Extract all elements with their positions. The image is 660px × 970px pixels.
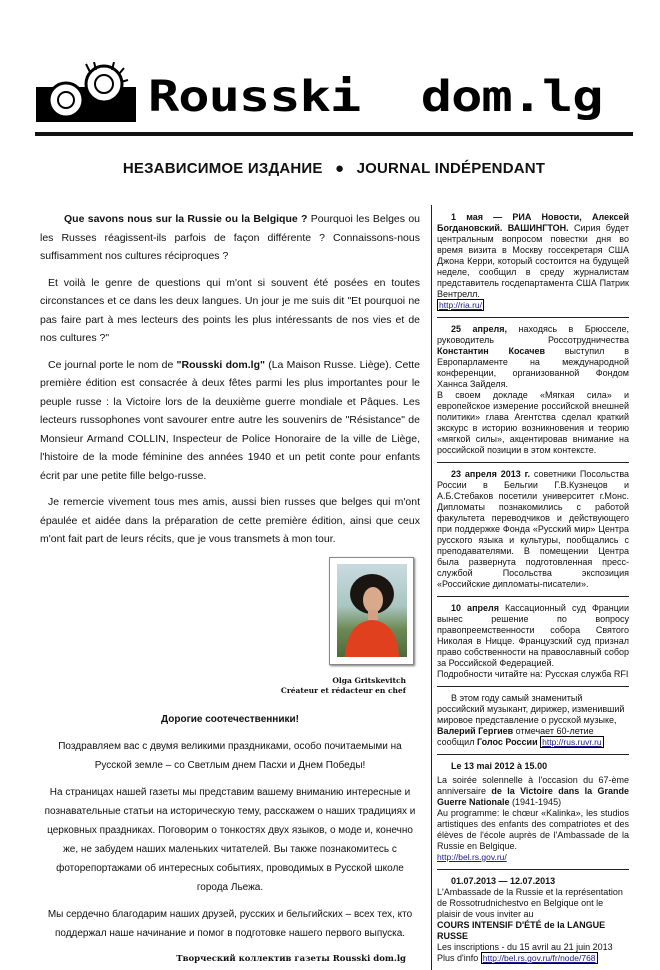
editor-role: Créateur et rédacteur en chef xyxy=(280,685,406,695)
news-3-text: советники Посольства России в Бельгии Г.В.Кузнецов и А.Б.Стебаков посетили университет г.Монс. Дипломаты познакомились с работой факультета переводчиков и действующего при поддержке Фонда «Русский мир» Центра русского языка и культуры, пообщались с преподавателями. В помещении Центра была развернута подготовленная пресс-службой Посольства экспозиция «Российские дипломаты-писатели». xyxy=(437,469,630,589)
news-item-6 xyxy=(437,754,629,869)
intro-paragraph-1 xyxy=(40,210,420,266)
editor-photo xyxy=(329,557,414,665)
intro-p3-a: Ce journal porte le nom de xyxy=(48,358,177,371)
news-item-7 xyxy=(437,869,629,970)
intro-paragraph-3 xyxy=(40,356,420,486)
news-2-text-c: В своем докладе «Мягкая сила» и европейское измерение российской внешней политики» глава Агентства сделал краткий экскурс в историю возникновения и теорию «мягкой силы», акцентировав внимание на российской позиции в этом контексте. xyxy=(437,390,629,455)
news-6-text-b: (1941-1945) xyxy=(509,797,562,807)
tagline-separator: ● xyxy=(334,160,345,177)
editor-photo-block xyxy=(40,557,420,670)
intro-paragraph-4: Je remercie vivement tous mes amis, aussi bien russes que belges qui m'ont épaulée et aidée dans la préparation de cette première édition, ainsi que ceux m'ont fait part de leurs récits, que je vous transmets à mon tour. xyxy=(40,496,420,545)
letter-paragraph-2: На страницах нашей газеты мы представим вашему вниманию интересные и познавательные статьи на историческую тему, расскажем о наших традициях и церковных праздниках. Поговорим о тонкостях двух языков, о моде и, конечно же, не забудем наших маленьких читателей. Вы также познакомитесь с фоторепортажами об интересных событиях, проводимых в Русской школе города Льежа. xyxy=(44,786,416,893)
tagline-fr: JOURNAL INDÉPENDANT xyxy=(356,160,546,177)
column-divider xyxy=(431,205,432,970)
masthead-title: Rousski dom.lg xyxy=(148,72,603,122)
news-6-link[interactable]: http://bel.rs.gov.ru/ xyxy=(437,852,507,862)
intro-p3-bold: "Rousski dom.lg" xyxy=(176,358,265,371)
news-5-link[interactable]: http://rus.ruvr.ru xyxy=(542,737,602,747)
intro-question: Que savons nous sur la Russie ou la Belgique ? xyxy=(64,213,308,225)
news-1-link[interactable]: http://ria.ru/ xyxy=(439,300,482,310)
tagline xyxy=(35,160,633,177)
news-5-text-b: отмечает 60-летие xyxy=(513,726,594,736)
news-2-text-a: находясь в Брюсселе, руководитель Россотрудничества xyxy=(437,324,629,345)
intro-paragraph-2: Et voilà le genre de questions qui m'ont si souvent été posées en toutes circonstances et ce dans les deux langues. Un jour je me suis dit "Et pourquoi ne pas faire part à mes lecteurs des points les plus intéressants de nos vies et de nos cultures ?" xyxy=(40,276,420,344)
news-item-3 xyxy=(437,462,629,596)
intro-p1-text: Pourquoi les Belges ou les Russes réagissent-ils parfois de façon différente ? Connaissons-nous suffisamment nos cultures réciproques ? xyxy=(40,213,420,262)
news-item-5 xyxy=(437,686,629,754)
news-4-lead: 10 апреля xyxy=(451,603,499,613)
portrait-image xyxy=(337,564,407,657)
tagline-ru: НЕЗАВИСИМОЕ ИЗДАНИЕ xyxy=(122,160,323,177)
news-7-heading: 01.07.2013 — 12.07.2013 xyxy=(451,876,556,886)
letter-paragraph-3: Мы сердечно благодарим наших друзей, русских и бельгийских – всех тех, кто поддержал наше начинание и помог в подготовке нашего первого выпуска. xyxy=(47,908,413,939)
news-2-person: Константин Косачев xyxy=(437,346,545,356)
news-column xyxy=(437,212,629,970)
news-1-text: Сирия будет центральным вопросом повестки дня во время визита в Москву госсекретаря США Джона Керри, который состоится на будущей неделе, сообщил в среду журналистам представитель госдепартамента США Патрик Вентрелл. xyxy=(437,223,629,299)
news-7-dates: Les inscriptions - du 15 avril au 21 juin 2013 xyxy=(437,942,613,952)
news-7-more-info: Plus d'info xyxy=(437,953,481,963)
letter-greeting: Дорогие соотечественники! xyxy=(161,713,299,725)
news-6-heading: Le 13 mai 2012 à 15.00 xyxy=(451,761,548,771)
news-1-lead: 1 мая — РИА Новости, Алексей Богдановский. ВАШИНГТОН. xyxy=(437,212,629,233)
news-5-text-c: сообщил xyxy=(437,737,477,747)
news-5-text: В этом году самый знаменитый российский музыкант, дирижер, изменивший мировое представление о русской музыке, xyxy=(437,693,625,725)
news-5-person: Валерий Гергиев xyxy=(437,726,514,736)
news-7-link[interactable]: http://bel.rs.gov.ru/fr/node/768 xyxy=(482,953,596,963)
news-7-course: COURS INTENSIF D'ÉTÉ de la LANGUE RUSSE xyxy=(437,920,606,941)
editor-name: Olga Gritskevitch xyxy=(332,675,406,685)
news-6-bold: de la Victoire dans la Grande Guerre Nationale xyxy=(437,786,629,807)
letter-paragraph-1: Поздравляем вас с двумя великими праздниками, особо почитаемыми на Русской земле – со Светлым днем Пасхи и Днем Победы! xyxy=(58,740,402,771)
header-rule xyxy=(35,132,633,136)
logo-crabs-icon xyxy=(36,62,142,122)
news-item-1 xyxy=(437,212,629,317)
main-column xyxy=(40,210,420,965)
intro-p3-b: (La Maison Russe. Liège). Cette première édition est consacrée à deux fêtes parmi les plus importantes pour le peuple russe : la Victoire lors de la deuxième guerre mondiale et Pâques. Les lecteurs russophones vont savourer entre autre les souvenirs de "Résistance" de Monsieur Armand COLLIN, Inspecteur de Police Honoraire de la ville de Liège, l'histoire de la mode féminine des années 1940 et un petit conte pour enfants écrit par une petite fille belgo-russe. xyxy=(40,358,421,482)
news-4-text: Кассационный суд Франции вынес решение по вопросу правопреемственности собора Святого Николая в Ницце. Французский суд признал право собственности на православный собор за Российской Федерацией. xyxy=(437,603,629,668)
news-3-lead: 23 апреля 2013 г. xyxy=(451,469,530,479)
news-6-text: La soirée solennelle à l'occasion du 67-ème anniversaire xyxy=(437,775,629,796)
news-7-text: L'Ambassade de la Russie et la représentation de Rossotrudnichestvo en Belgique ont le plaisir de vous inviter au xyxy=(437,887,623,919)
news-5-source: Голос России xyxy=(476,737,538,747)
news-6-text-c: Au programme: le chœur «Kalinka», les studios artistiques des enfants des compatriotes et des élèves de l'école auprès de l'Ambassade de la Russie en Belgique. xyxy=(437,808,629,851)
news-2-lead: 25 апреля, xyxy=(451,324,507,334)
letter-signature: Творческий коллектив газеты Rousski dom.lg xyxy=(176,953,406,964)
news-item-4 xyxy=(437,596,629,686)
news-4-source: Подробности читайте на: Русская служба RFI xyxy=(437,669,629,679)
news-2-text-b: выступил в Европарламенте на международной конференции, организованной Фондом Ханнса Зайделя. xyxy=(437,346,629,389)
news-item-2 xyxy=(437,317,629,462)
